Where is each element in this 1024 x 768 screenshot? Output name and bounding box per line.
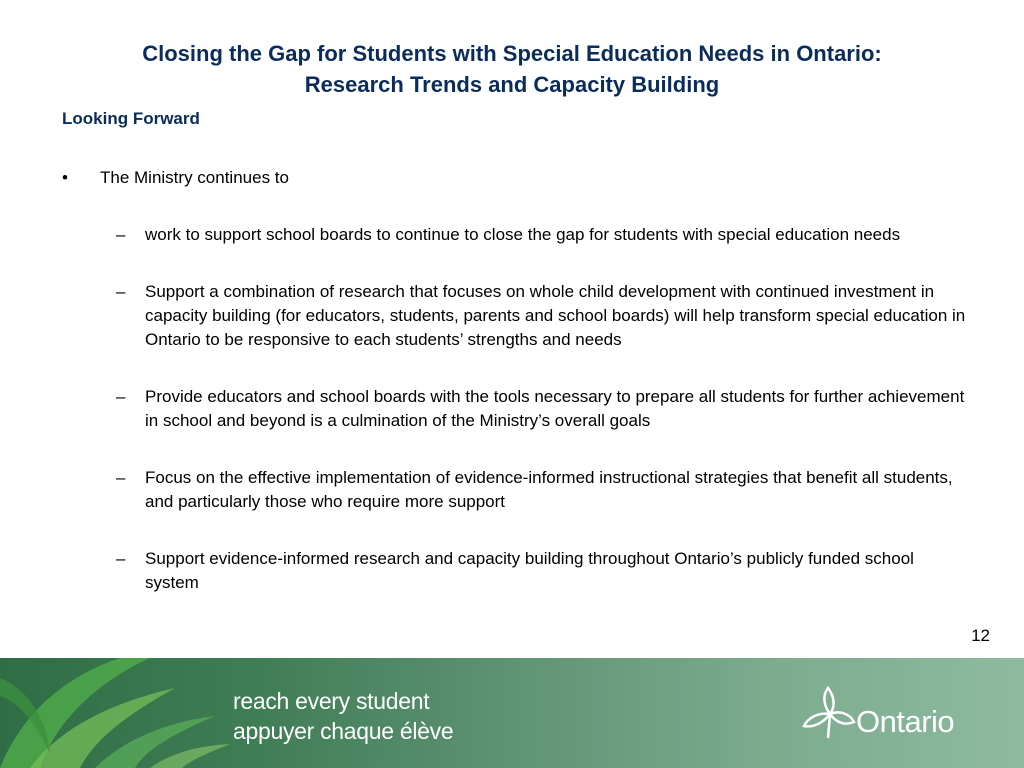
sub-bullet-text: Provide educators and school boards with the tools necessary to prepare all students for further achievement in school and beyond is a culmination of the Ministry’s overall goals — [145, 387, 965, 430]
sub-bullet-list — [116, 223, 966, 628]
dash-mark: – — [116, 549, 126, 568]
tagline — [233, 686, 453, 746]
dash-mark: – — [116, 387, 126, 406]
ontario-logo — [800, 682, 980, 744]
sub-bullet-text: Focus on the effective implementation of evidence-informed instructional strategies that benefit all students, and particularly those who require more support — [145, 468, 953, 511]
tagline-french: appuyer chaque élève — [233, 718, 454, 744]
slide-title-line-2: Research Trends and Capacity Building — [304, 72, 720, 97]
tagline-english: reach every student — [233, 688, 430, 714]
dash-mark: – — [116, 468, 126, 487]
bullet-mark: • — [62, 168, 68, 187]
trillium-icon — [800, 682, 856, 742]
dash-mark: – — [116, 282, 126, 301]
page-number: 12 — [971, 626, 990, 645]
slide-title-line-1: Closing the Gap for Students with Special Education Needs in Ontario: — [142, 41, 882, 66]
dash-mark: – — [116, 225, 126, 244]
slide-title — [40, 38, 984, 100]
sub-bullet-text: Support evidence-informed research and capacity building throughout Ontario’s publicly funded school system — [145, 549, 914, 592]
ontario-wordmark: Ontario — [856, 704, 955, 739]
sub-bullet-text: Support a combination of research that focuses on whole child development with continued investment in capacity building (for educators, students, parents and school boards) will help transform special education in Ontario to be responsive to each students’ strengths and needs — [145, 282, 966, 349]
sub-bullet-item — [116, 223, 966, 247]
footer-banner — [0, 658, 1024, 768]
leaf-pattern-icon — [0, 658, 260, 768]
sub-bullet-item — [116, 547, 966, 595]
sub-bullet-item — [116, 466, 966, 514]
section-heading: Looking Forward — [62, 109, 200, 128]
main-bullet-text: The Ministry continues to — [100, 168, 289, 187]
sub-bullet-text: work to support school boards to continue to close the gap for students with special education needs — [145, 225, 901, 244]
sub-bullet-item — [116, 280, 966, 352]
sub-bullet-item — [116, 385, 966, 433]
